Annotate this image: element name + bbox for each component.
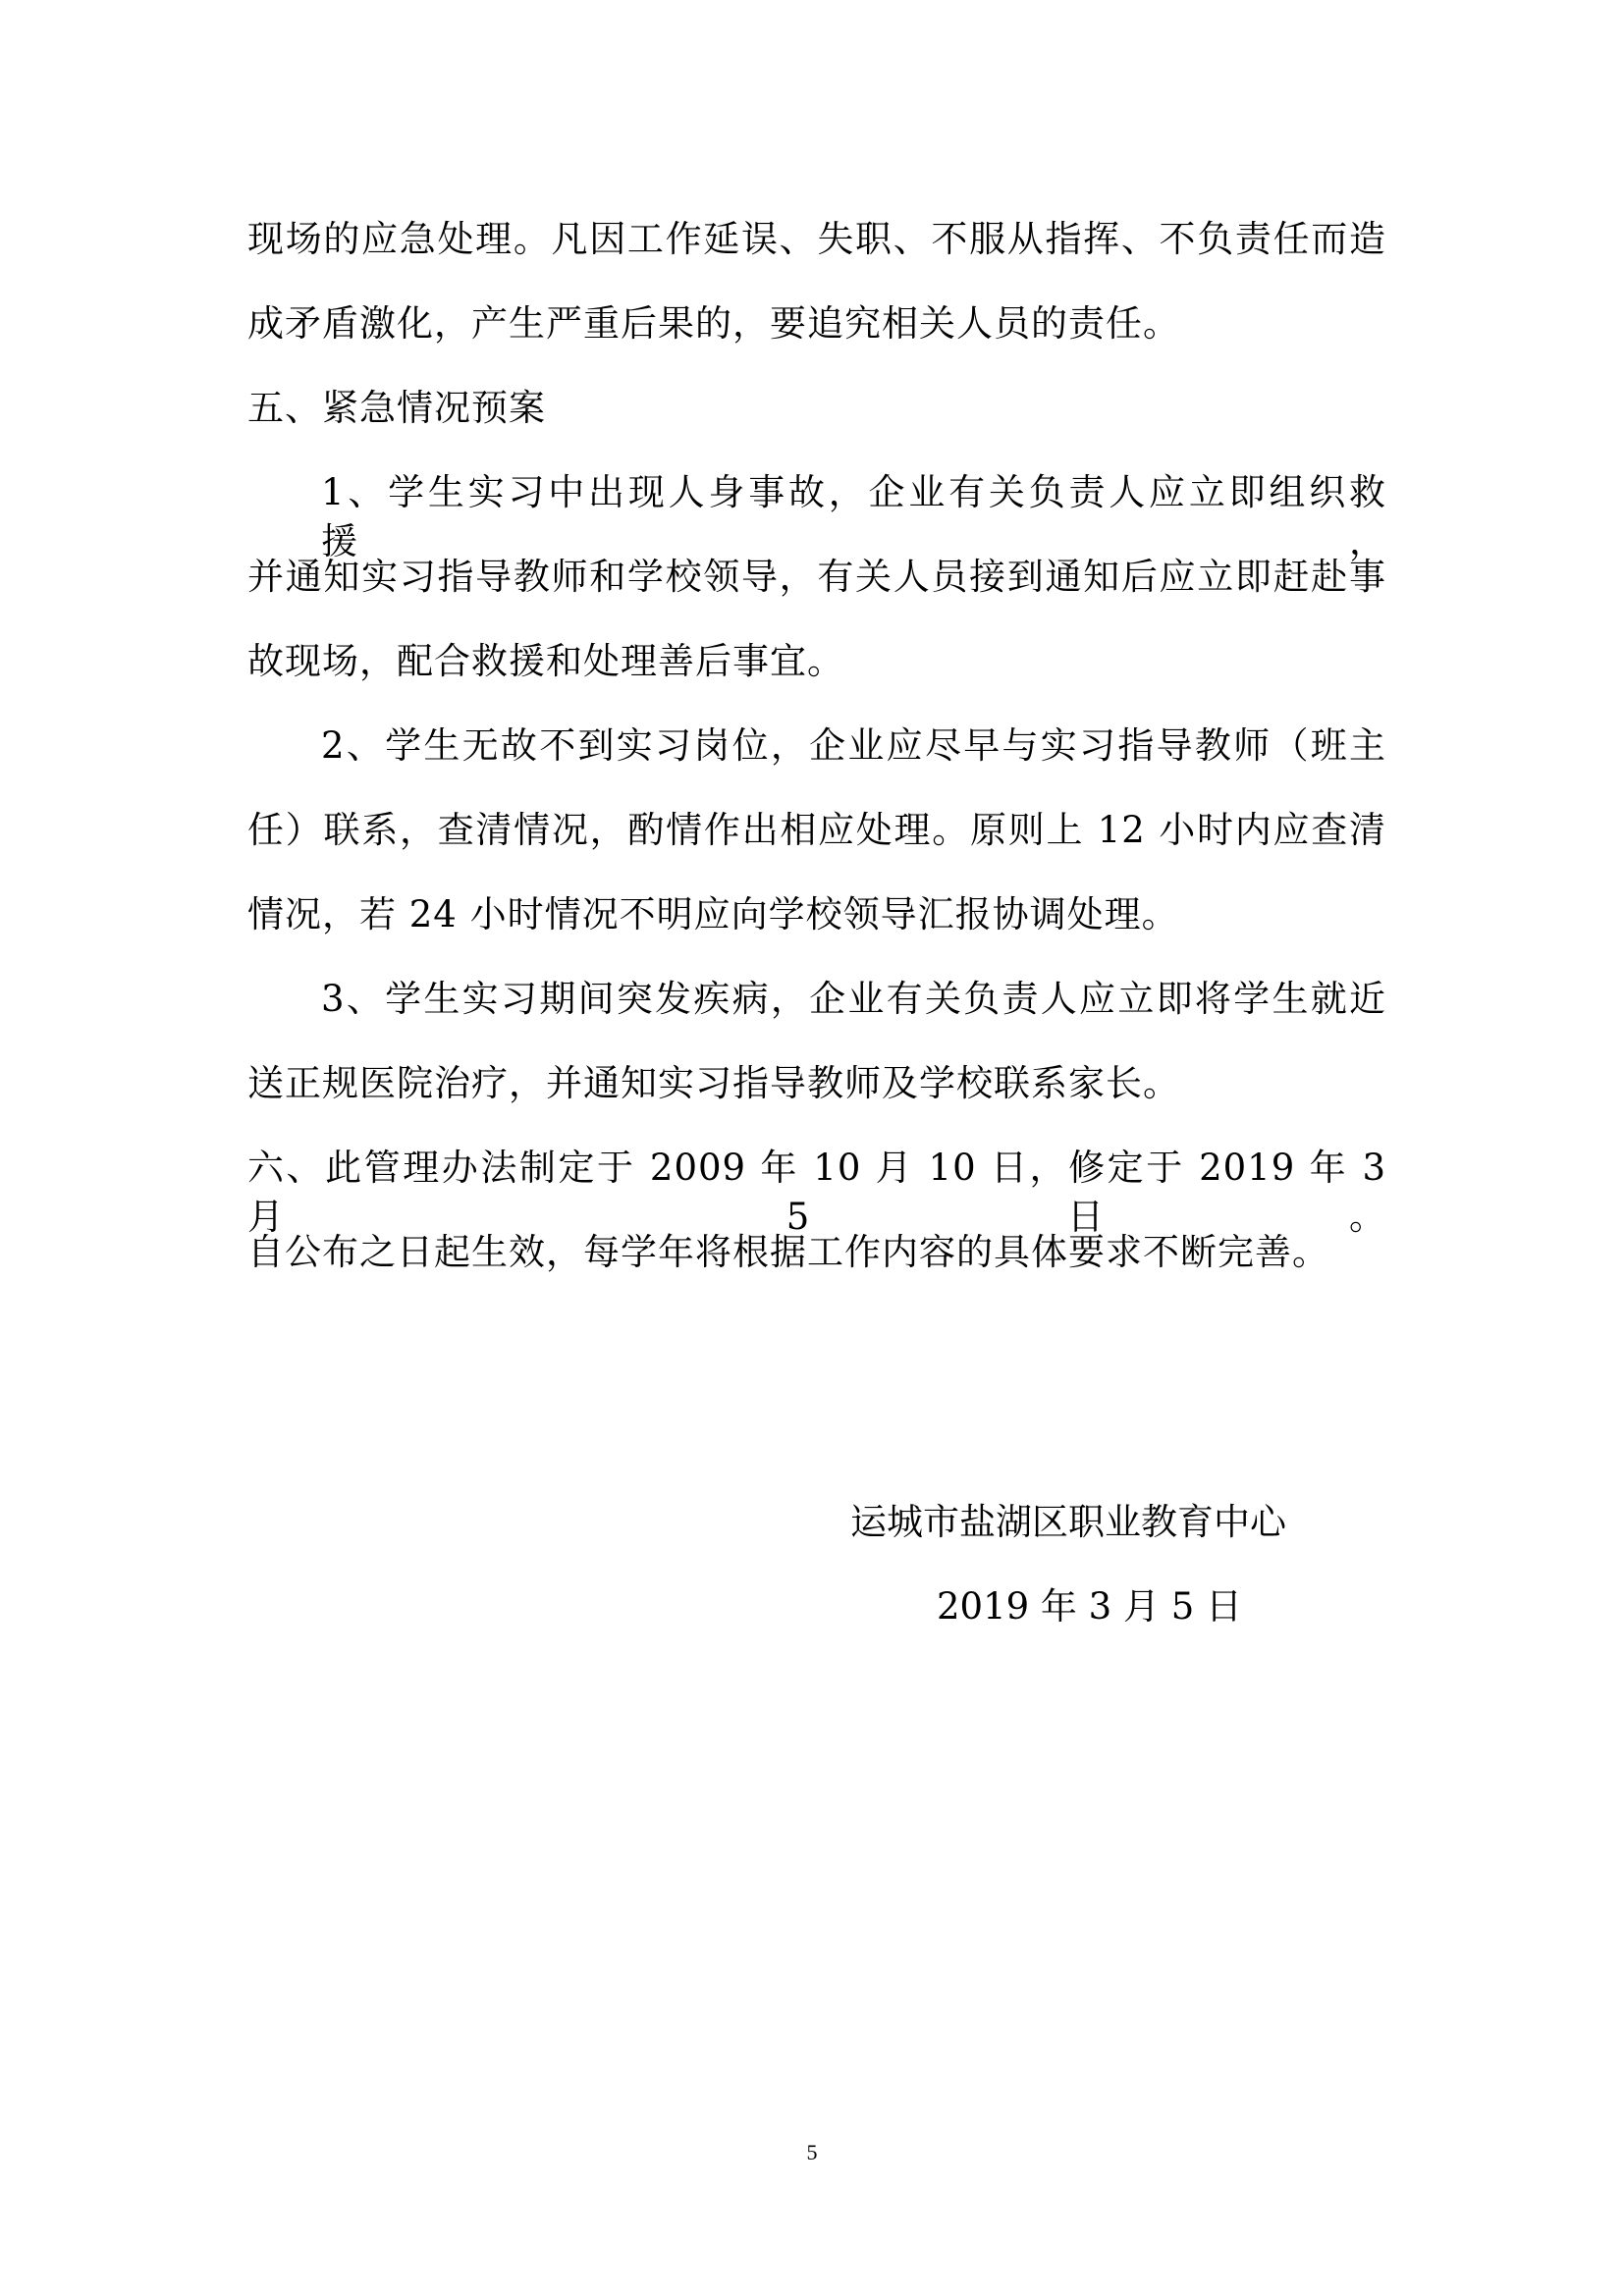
paragraph-line: 送正规医院治疗，并通知实习指导教师及学校联系家长。 bbox=[247, 1062, 1180, 1104]
paragraph-line: 并通知实习指导教师和学校领导，有关人员接到通知后应立即赶赴事 bbox=[247, 556, 1386, 598]
signature-date: 2019 年 3 月 5 日 bbox=[937, 1585, 1243, 1628]
paragraph-line: 情况，若 24 小时情况不明应向学校领导汇报协调处理。 bbox=[247, 893, 1179, 935]
paragraph-line: 成矛盾激化，产生严重后果的，要追究相关人员的责任。 bbox=[247, 302, 1180, 345]
paragraph-line: 自公布之日起生效，每学年将根据工作内容的具体要求不断完善。 bbox=[247, 1231, 1329, 1273]
paragraph-line: 2、学生无故不到实习岗位，企业应尽早与实习指导教师（班主 bbox=[321, 724, 1386, 767]
paragraph-line: 故现场，配合救援和处理善后事宜。 bbox=[247, 640, 844, 682]
paragraph-line: 1、学生实习中出现人身事故，企业有关负责人应立即组织救援， bbox=[321, 471, 1386, 562]
section-heading: 五、紧急情况预案 bbox=[247, 387, 546, 429]
signature-organization: 运城市盐湖区职业教育中心 bbox=[850, 1501, 1286, 1543]
paragraph-line: 3、学生实习期间突发疾病，企业有关负责人应立即将学生就近 bbox=[321, 978, 1386, 1020]
section-heading: 六、此管理办法制定于 2009 年 10 月 10 日，修定于 2019 年 3 月 5 日。 bbox=[247, 1147, 1386, 1238]
page-number: 5 bbox=[806, 2140, 818, 2164]
paragraph-line: 任）联系，查清情况，酌情作出相应处理。原则上 12 小时内应查清 bbox=[247, 809, 1386, 851]
paragraph-line: 现场的应急处理。凡因工作延误、失职、不服从指挥、不负责任而造 bbox=[247, 218, 1386, 260]
